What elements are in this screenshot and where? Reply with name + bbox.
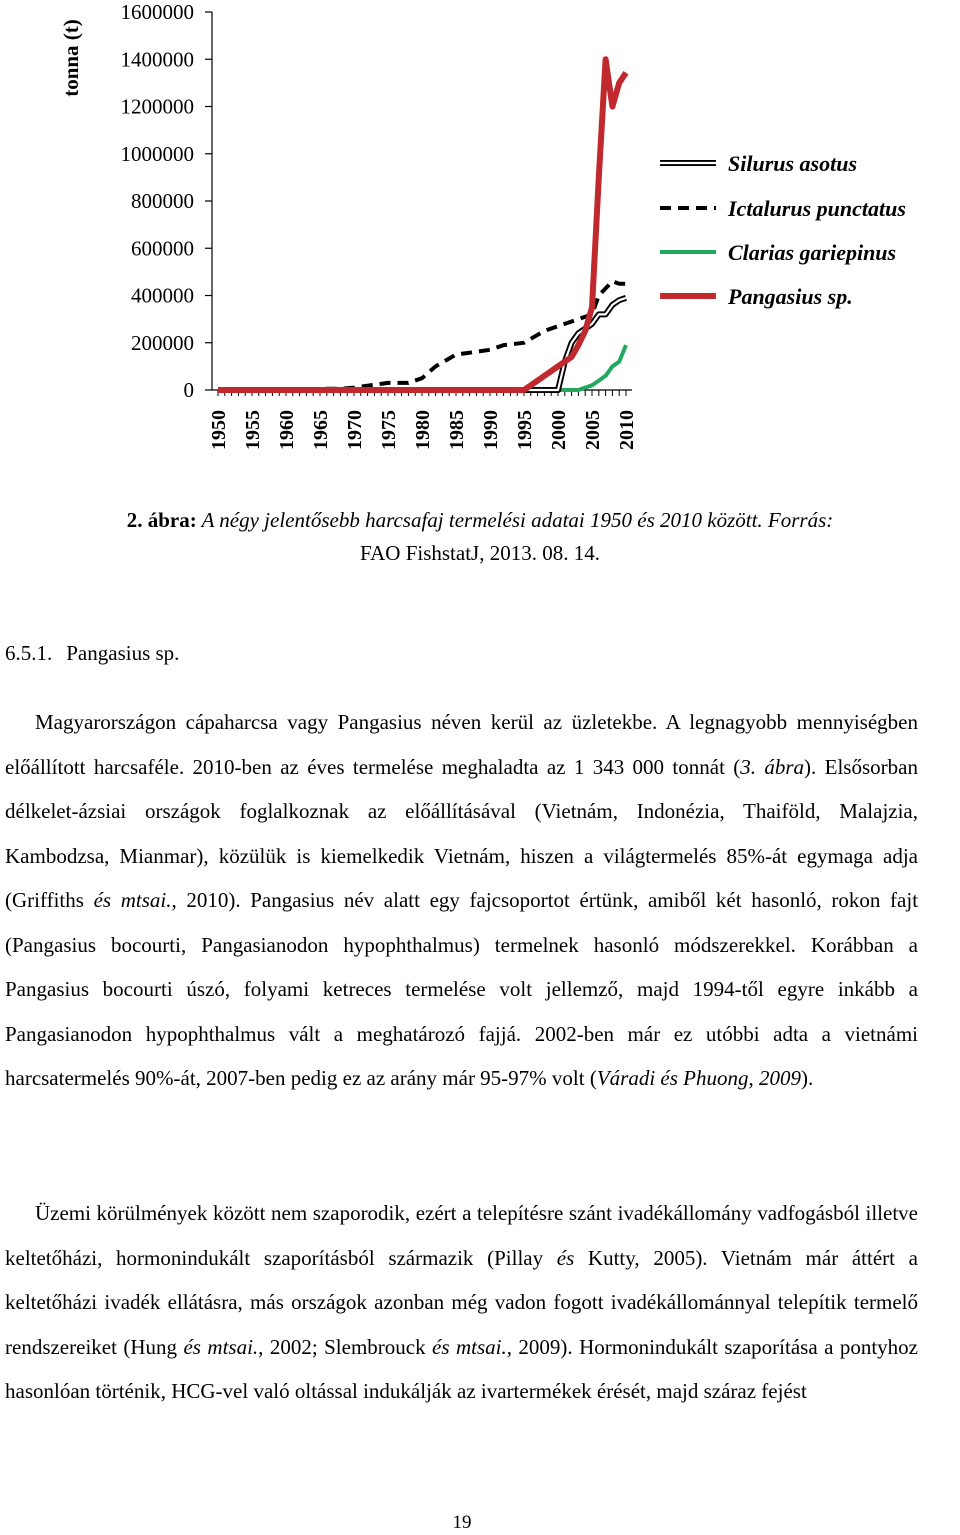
citation-italic: és mtsai. [432,1334,507,1359]
x-tick-label: 1955 [242,410,264,450]
x-tick-label: 1960 [276,410,298,450]
x-tick-label: 1985 [446,410,468,450]
paragraph-1-text-a: Magyarországon cápaharcsa vagy Pangasius néven kerül az üzletekbe. A legnagyobb mennyiségben előállított harcsaféle. 2010-ben az éves termelése meghaladta az 1 343 000 tonnát ( [5,710,918,779]
caption-text: A négy jelentősebb harcsafaj termelési adatai 1950 és 2010 között. Forrás: [196,508,834,532]
citation-italic: és [556,1245,575,1270]
x-tick-label: 1965 [310,410,332,450]
paragraph-2 [5,1191,918,1414]
page-number: 19 [452,1512,472,1533]
x-tick-label: 2005 [582,410,604,450]
figure-caption-line2: FAO FishstatJ, 2013. 08. 14. [360,541,600,565]
figure-caption [0,504,960,537]
paragraph-1-text-c: , 2010). Pangasius név alatt egy fajcsoportot értünk, amiből két hasonló, rokon fajt (Pangasius bocourti, Pangasianodon hypophthalmus) termelnek hasonló módszerekkel. Korábban a Pangasius bocourti úszó, folyami ketreces termelése volt jellemző, majd 1994-től egyre inkább a Pangasianodon hypophthalmus vált a meghatározó fajjá. 2002-ben már ez utóbbi adta a vietnámi harcsatermelés 90%-át, 2007-ben pedig ez az arány már 95-97% volt ( [5,888,919,1090]
section-heading [5,641,179,666]
y-tick-label: 600000 [131,236,194,261]
y-tick-label: 1600000 [120,0,194,24]
paragraph-2-text-a: Üzemi körülmények között nem szaporodik, ezért a telepítésre szánt ivadékállomány vadfogásból illetve keltetőházi, hormonindukált szaporításból származik (Pillay [5,1201,918,1270]
section-title: Pangasius sp. [66,641,180,665]
x-axis [208,390,638,450]
y-axis-label: tonna (t) [59,19,83,97]
y-tick-label: 0 [183,378,194,402]
citation-italic: és mtsai. [93,888,172,912]
legend-label-clarias-gariepinus: Clarias gariepinus [728,240,897,265]
caption-label: 2. ábra: [126,508,197,532]
paragraph-2-text-c: , 2002; Slembrouck [258,1334,433,1359]
paragraph-1-text-b: ). Elsősorban délkelet-ázsiai országok foglalkoznak az előállításával (Vietnám, Indonézia, Thaiföld, Malajzia, Kambodzsa, Mianmar), közülük is kiemelkedik Vietnám, hiszen a világtermelés 85%-át egymaga adja (Griffiths [5,754,918,912]
x-tick-label: 2010 [616,410,638,450]
figure-reference: 3. ábra [740,754,805,779]
paragraph-2-text-b: Kutty, 2005). Vietnám már áttért a keltetőházi ivadék ellátásra, más országok azonban még vadon fogott ivadékállománnyal telepítik termelő rendszereiket (Hung [5,1245,918,1359]
x-tick-label: 1950 [208,410,230,450]
citation-italic: Váradi és Phuong, 2009 [596,1066,801,1090]
paragraph-1 [5,700,918,1101]
series-lines [218,59,626,390]
x-tick-label: 1975 [378,410,400,450]
legend-label-silurus-asotus: Silurus asotus [728,151,858,176]
y-tick-label: 1000000 [120,141,194,166]
section-number: 6.5.1. [5,641,53,665]
x-tick-label: 1995 [514,410,536,450]
legend-label-pangasius-sp: Pangasius sp. [728,284,853,309]
legend-label-ictalurus-punctatus: Ictalurus punctatus [728,196,906,221]
paragraph-2-text-d: , 2009). Hormonindukált szaporítása a pontyhoz hasonlóan történik, HCG-vel való oltással indukálják az ivartermékek érését, majd száraz fejést [5,1334,918,1403]
production-chart [0,0,960,470]
y-tick-label: 400000 [131,283,194,308]
y-tick-label: 800000 [131,189,194,213]
y-axis [121,0,213,402]
x-tick-label: 1970 [344,410,366,450]
x-tick-label: 1990 [480,410,502,450]
y-tick-label: 1400000 [120,47,194,72]
y-tick-label: 1200000 [120,94,194,119]
paragraph-1-text-d: ). [801,1066,814,1090]
legend [660,151,906,309]
series-pangasius-sp-line [218,59,626,390]
x-tick-label: 1980 [412,410,434,450]
citation-italic: és mtsai. [183,1334,259,1359]
x-tick-label: 2000 [548,410,570,450]
y-tick-label: 200000 [131,330,194,355]
